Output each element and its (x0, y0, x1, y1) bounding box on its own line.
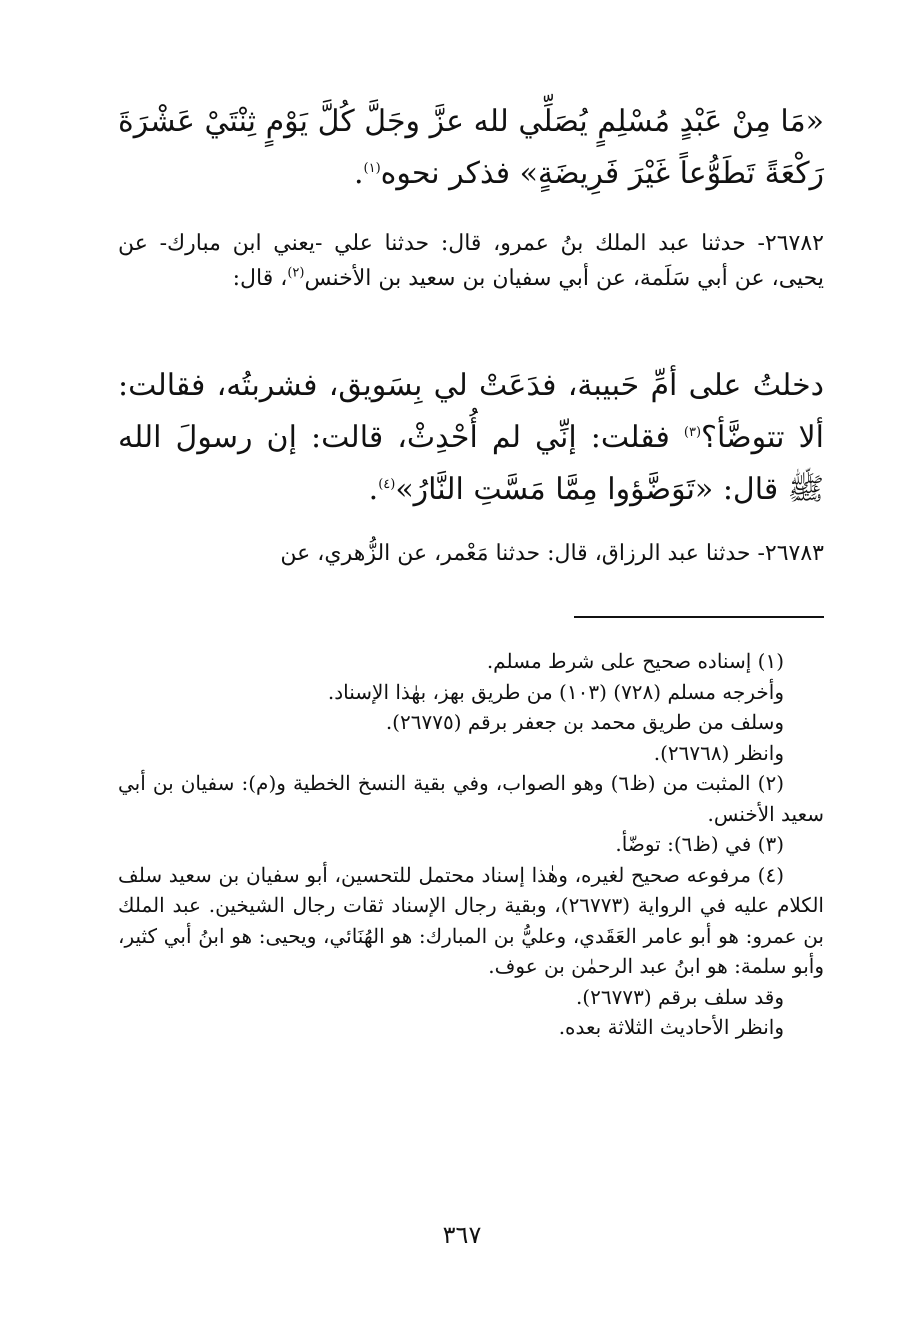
footnote-4-line-2: وقد سلف برقم (٢٦٧٧٣). (575, 984, 784, 1009)
page-number: ٣٦٧ (442, 1221, 482, 1249)
hadith-text-continuation: «مَا مِنْ عَبْدٍ مُسْلِمٍ يُصَلِّي لله عزَّ وجَلَّ كُلَّ يَوْمٍ ثِنْتَيْ عَشْرَةَ رَكْعَةً تَطَوُّعاً غَيْرَ فَرِيضَةٍ» فذكر نحوه$^{(١)}$. (118, 104, 824, 191)
footnote-number: (٢) (757, 771, 785, 795)
footnote-1-line-4: وانظر (٢٦٧٦٨). (653, 740, 784, 765)
matn-text-2: فقلت: إنِّي لم أُحْدِثْ، قالت: إن رسولَ الله ﷺ قال: «تَوَضَّؤوا مِمَّا مَسَّتِ النَّارُ» (118, 420, 824, 507)
footnote-number: (٣) (757, 832, 784, 856)
footnote-4: (٤) مرفوعه صحيح لغيره، وهٰذا إسناد محتمل للتحسين، أبو سفيان بن سعيد سلف الكلام عليه في الرواية (٢٦٧٧٣)، وبقية رجال الإسناد ثقات رجال الشيخين. عبد الملك بن عمرو: هو أبو عامر العَقَدي، وعليُّ بن المبارك: هو الهُنَائي، ويحيى: هو ابنُ أبي كثير، وأبو سلمة: هو ابنُ عبد الرحمٰن بن عوف. (118, 862, 824, 978)
matn-text-1: دخلتُ على أمِّ حَبيبة، فدَعَتْ لي بِسَويق، فشربتُه، فقالت: ألا تتوضَّأ؟ (118, 368, 824, 455)
footnote-1-line-2: وأخرجه مسلم (٧٢٨) (١٠٣) من طريق بهز، بهٰذا الإسناد. (327, 679, 784, 704)
footnote-ref-1: (١) (363, 161, 381, 176)
footnote-ref-3: (٣) (683, 425, 702, 440)
footnote-2: (٢) المثبت من (ظ٦) وهو الصواب، وفي بقية النسخ الخطية و(م): سفيان بن أبي سعيد الأخنس. (118, 771, 824, 826)
matn-26782: دخلتُ على أمِّ حَبيبة، فدَعَتْ لي بِسَويق، فشربتُه، فقالت: ألا تتوضَّأ؟$^{(٣)}$ فقلت: إنِّي لم أُحْدِثْ، قالت: إن رسولَ الله ﷺ قال: «تَوَضَّؤوا مِمَّا مَسَّتِ النَّارُ»$^{(٤)}$. (118, 368, 824, 507)
footnote-number: (١) (757, 649, 784, 673)
footnote-3: (٣) في (ظ٦): توضّأ. (615, 832, 784, 856)
footnote-ref-4: (٤) (378, 477, 396, 492)
footnote-divider (574, 616, 824, 618)
footnote-number: (٤) (757, 862, 784, 887)
isnad-26783 (118, 536, 824, 571)
isnad-text: ٢٦٧٨٢- حدثنا عبد الملك بنُ عمرو، قال: حدثنا علي -يعني ابن مبارك- عن يحيى، عن أبي سَلَمة، عن أبي سفيان بن سعيد بن الأخنس (118, 231, 824, 291)
footnotes (118, 646, 824, 1043)
isnad-text: ٢٦٧٨٣- حدثنا عبد الرزاق، قال: حدثنا مَعْمر، عن الزُّهري، عن (280, 541, 824, 566)
footnote-4-line-3: وانظر الأحاديث الثلاثة بعده. (558, 1015, 784, 1039)
footnote-ref-2: (٢) (287, 265, 305, 281)
isnad-26782: ٢٦٧٨٢- حدثنا عبد الملك بنُ عمرو، قال: حدثنا علي -يعني ابن مبارك- عن يحيى، عن أبي سَلَمة، عن أبي سفيان بن سعيد بن الأخنس$^{(٢)}$، قال: (118, 231, 824, 291)
footnote-1-line-3: وسلف من طريق محمد بن جعفر برقم (٢٦٧٧٥). (385, 710, 784, 734)
hadith-text: «مَا مِنْ عَبْدٍ مُسْلِمٍ يُصَلِّي لله عزَّ وجَلَّ كُلَّ يَوْمٍ ثِنْتَيْ عَشْرَةَ رَكْعَةً تَطَوُّعاً غَيْرَ فَرِيضَةٍ» فذكر نحوه (118, 104, 824, 191)
footnote-1-line-1: (١) إسناده صحيح على شرط مسلم. (486, 649, 784, 673)
